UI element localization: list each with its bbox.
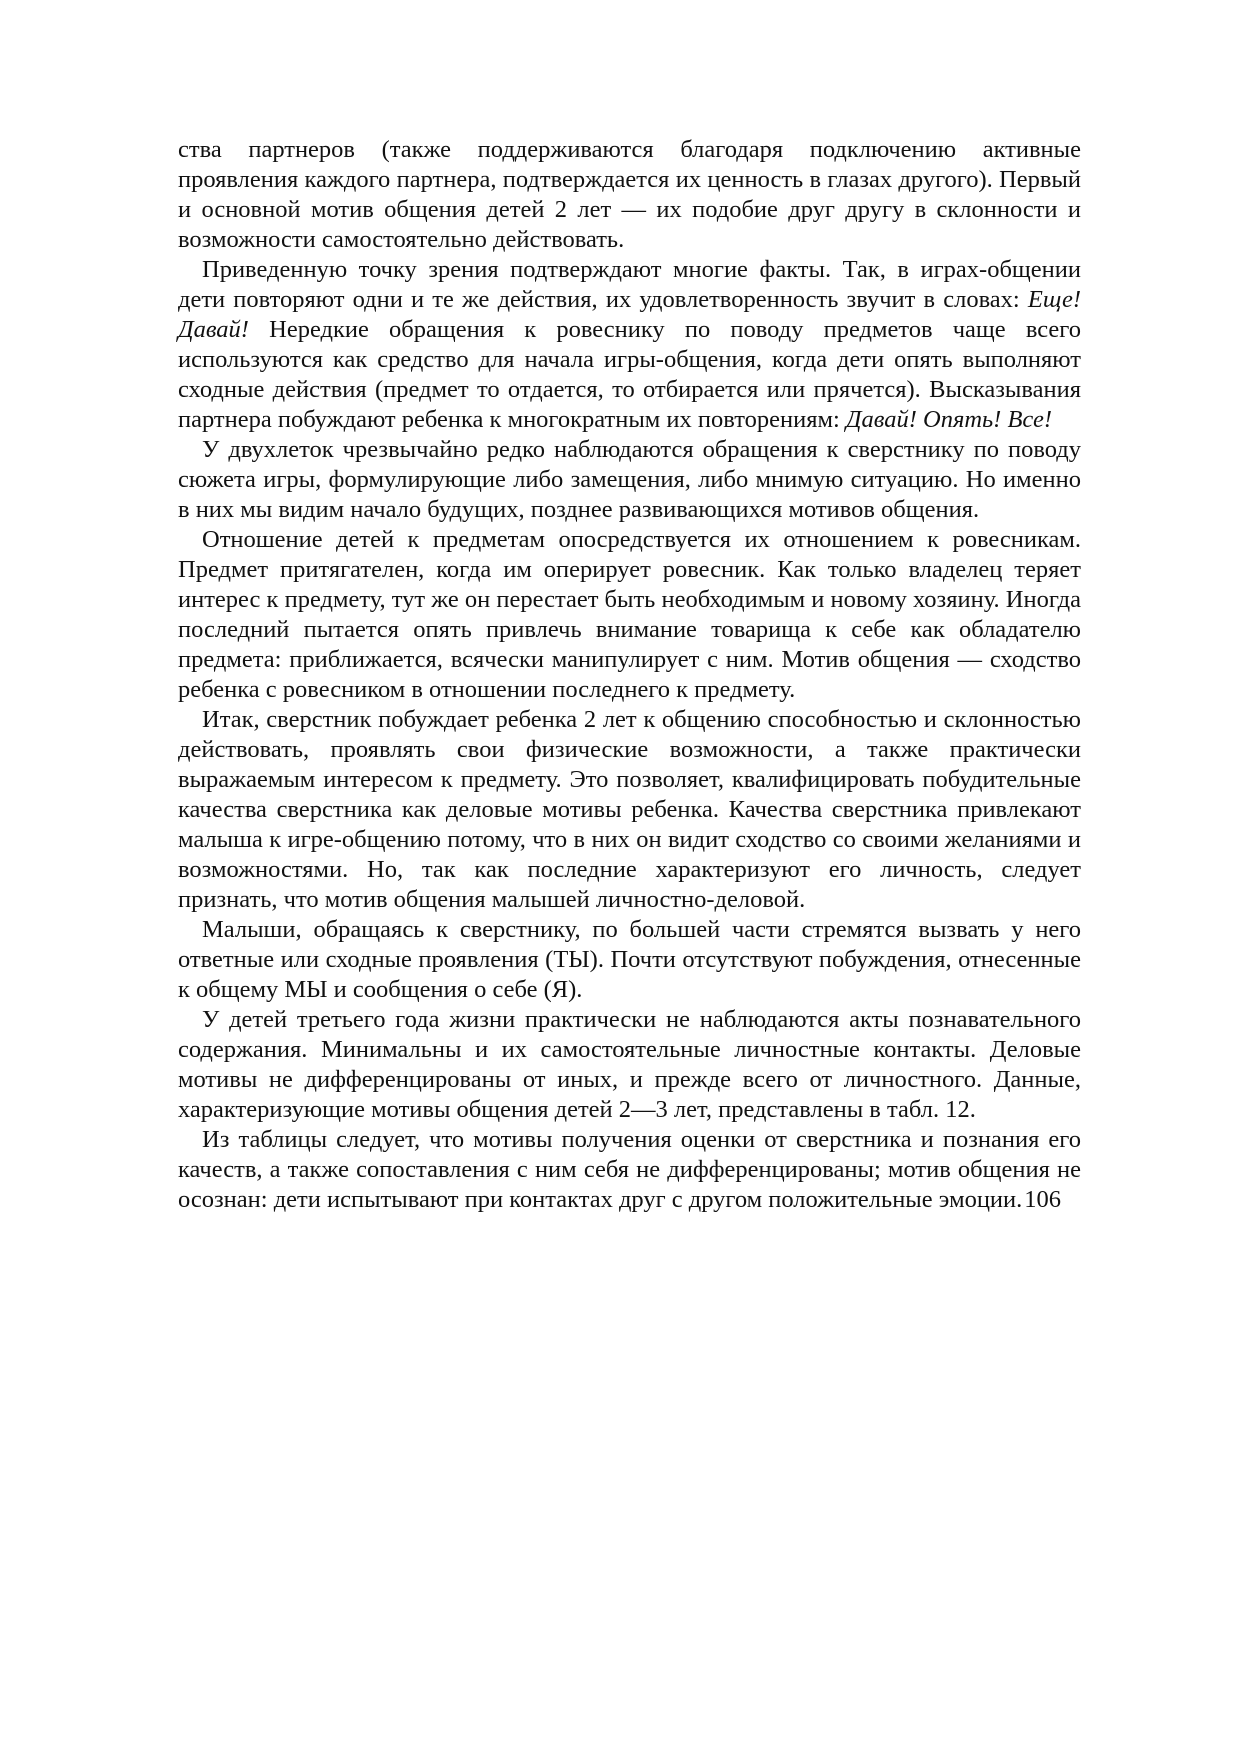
- paragraph-table-conclusion: Из таблицы следует, что мотивы получения оценки от сверстника и познания его качеств, а также сопоставления с ним себя не дифференцированы; мотив общения не осознан: дети испытывают при контактах друг с другом положительные эмоции.: [178, 1126, 1081, 1213]
- paragraph-two-year-olds: У двухлеток чрезвычайно редко наблюдаются обращения к сверстнику по поводу сюжета игры, формулирующие либо замещения, либо мнимую ситуацию. Но именно в них мы видим начало будущих, позднее развивающихся мотивов общения.: [178, 436, 1081, 523]
- italic-quote: Еще! Давай!: [178, 286, 1081, 343]
- paragraph-text: Нередкие обращения к ровеснику по поводу предметов чаще всего используются как средство для начала игры-общения, когда дети опять выполняют сходные действия (предмет то отдается, то отбирается или прячется). Высказывания партнера побуждают ребенка к многократным их повторениям:: [178, 316, 1081, 433]
- page-number: 106: [1024, 1186, 1061, 1213]
- final-paragraph-wrap: [178, 1125, 1081, 1215]
- italic-quote: Давай! Опять! Все!: [845, 406, 1053, 433]
- paragraph-objects: Отношение детей к предметам опосредствуется их отношением к ровесникам. Предмет притягателен, когда им оперирует ровесник. Как только владелец теряет интерес к предмету, тут же он перестает быть необходимым и новому хозяину. Иногда последний пытается опять привлечь внимание товарища к себе как обладателю предмета: приближается, всячески манипулирует с ним. Мотив общения — сходство ребенка с ровесником в отношении последнего к предмету.: [178, 526, 1081, 703]
- paragraph-continuation: ства партнеров (также поддерживаются благодаря подключению активные проявления каждого партнера, подтверждается их ценность в глазах другого). Первый и основной мотив общения детей 2 лет — их подобие друг другу в склонности и возможности самостоятельно действовать.: [178, 136, 1081, 253]
- paragraph-summary: Итак, сверстник побуждает ребенка 2 лет к общению способностью и склонностью действовать, проявлять свои физические возможности, а также практически выражаемым интересом к предмету. Это позволяет, квалифицировать побудительные качества сверстника как деловые мотивы ребенка. Качества сверстника привлекают малыша к игре-общению потому, что в них он видит сходство со своими желаниями и возможностями. Но, так как последние характеризуют его личность, следует признать, что мотив общения малышей личностно-деловой.: [178, 706, 1081, 913]
- paragraph-text: Приведенную точку зрения подтверждают многие факты. Так, в играх-общении дети повторяют одни и те же действия, их удовлетворенность звучит в словах:: [178, 256, 1081, 313]
- paragraph-toddlers: Малыши, обращаясь к сверстнику, по большей части стремятся вызвать у него ответные или сходные проявления (ТЫ). Почти отсутствуют побуждения, отнесенные к общему МЫ и сообщения о себе (Я).: [178, 916, 1081, 1003]
- document-page: [178, 135, 1081, 1215]
- paragraph-facts: [178, 255, 1081, 435]
- paragraph-third-year: У детей третьего года жизни практически не наблюдаются акты познавательного содержания. Минимальны и их самостоятельные личностные контакты. Деловые мотивы не дифференцированы от иных, и прежде всего от личностного. Данные, характеризующие мотивы общения детей 2—3 лет, представлены в табл. 12.: [178, 1006, 1081, 1123]
